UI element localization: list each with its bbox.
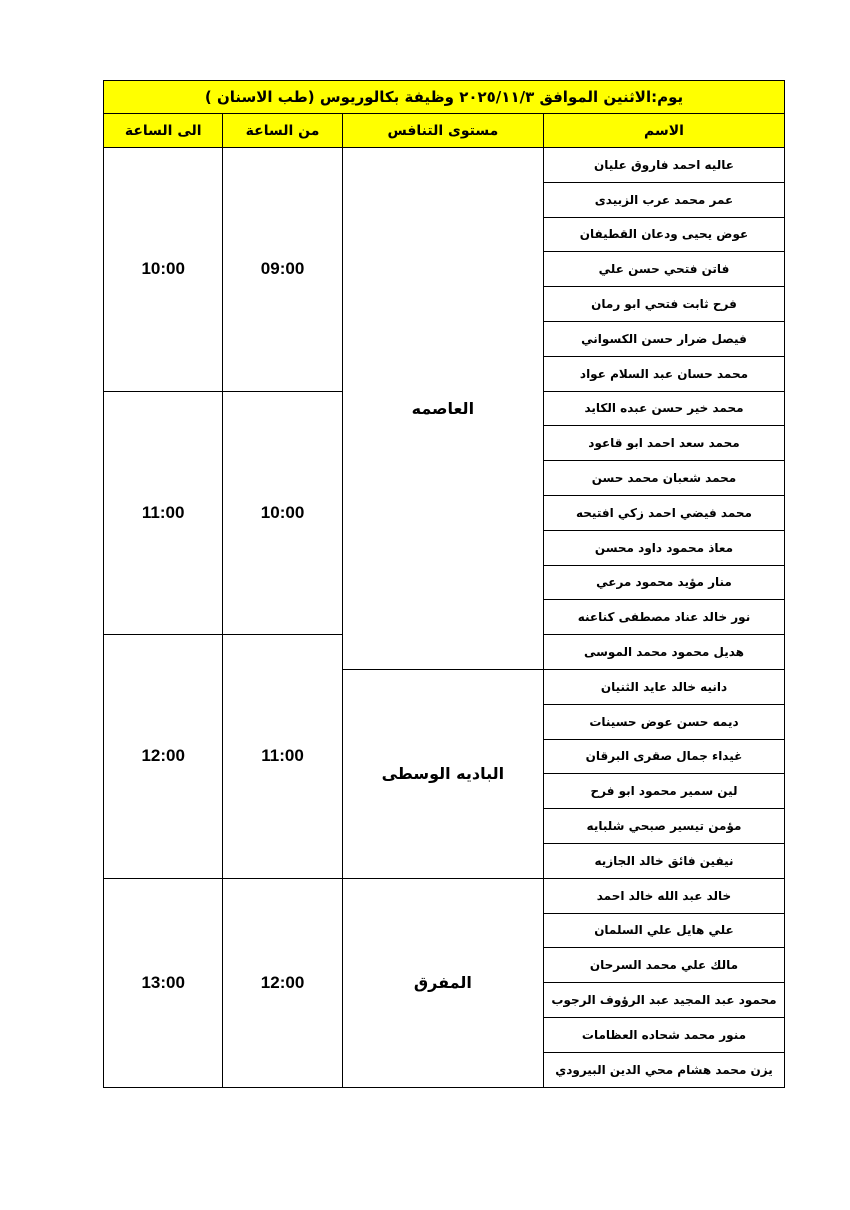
name-cell: ديمه حسن عوض حسينات [543,704,784,739]
to-time-cell: 10:00 [104,148,223,392]
from-time-cell: 11:00 [223,635,342,879]
name-cell: معاذ محمود داود محسن [543,530,784,565]
name-cell: عمر محمد عرب الزبيدى [543,182,784,217]
schedule-sheet [103,80,785,1088]
schedule-table [103,80,785,1088]
name-cell: محمد فيضي احمد زكي افتيحه [543,495,784,530]
name-cell: لين سمير محمود ابو فرح [543,774,784,809]
from-time-cell: 09:00 [223,148,342,392]
name-cell: محمد حسان عبد السلام عواد [543,356,784,391]
name-cell: علي هايل علي السلمان [543,913,784,948]
name-cell: نور خالد عناد مصطفى كناعنه [543,600,784,635]
title-row [104,81,785,114]
to-time-cell: 12:00 [104,635,223,879]
level-cell: الباديه الوسطى [342,669,543,878]
name-cell: فاتن فتحي حسن علي [543,252,784,287]
name-cell: فيصل ضرار حسن الكسواني [543,321,784,356]
header-row [104,114,785,148]
name-cell: نيفين فائق خالد الجازيه [543,843,784,878]
name-cell: مؤمن تيسير صبحي شلبايه [543,809,784,844]
column-header-level: مستوى التنافس [342,114,543,148]
level-cell: العاصمه [342,148,543,670]
name-cell: خالد عبد الله خالد احمد [543,878,784,913]
from-time-cell: 12:00 [223,878,342,1087]
name-cell: منور محمد شحاده العظامات [543,1017,784,1052]
table-row [104,148,785,183]
column-header-to: الى الساعة [104,114,223,148]
name-cell: محمد سعد احمد ابو قاعود [543,426,784,461]
name-cell: فرح ثابت فتحي ابو رمان [543,287,784,322]
name-cell: عوض يحيى ودعان القطيفان [543,217,784,252]
name-cell: غيداء جمال صقرى البرقان [543,739,784,774]
from-time-cell: 10:00 [223,391,342,635]
name-cell: منار مؤيد محمود مرعي [543,565,784,600]
name-cell: عاليه احمد فاروق عليان [543,148,784,183]
to-time-cell: 11:00 [104,391,223,635]
table-row [104,878,785,913]
name-cell: محمد شعبان محمد حسن [543,461,784,496]
page-title: يوم:الاثنين الموافق ٢٠٢٥/١١/٣ وظيفة بكالوريوس (طب الاسنان ) [104,81,785,114]
column-header-name: الاسم [543,114,784,148]
name-cell: محمد خير حسن عبده الكايد [543,391,784,426]
name-cell: دانيه خالد عايد الثنيان [543,669,784,704]
name-cell: هديل محمود محمد الموسى [543,635,784,670]
name-cell: يزن محمد هشام محي الدين البيرودي [543,1052,784,1087]
name-cell: مالك علي محمد السرحان [543,948,784,983]
to-time-cell: 13:00 [104,878,223,1087]
column-header-from: من الساعة [223,114,342,148]
name-cell: محمود عبد المجيد عبد الرؤوف الرجوب [543,983,784,1018]
level-cell: المفرق [342,878,543,1087]
